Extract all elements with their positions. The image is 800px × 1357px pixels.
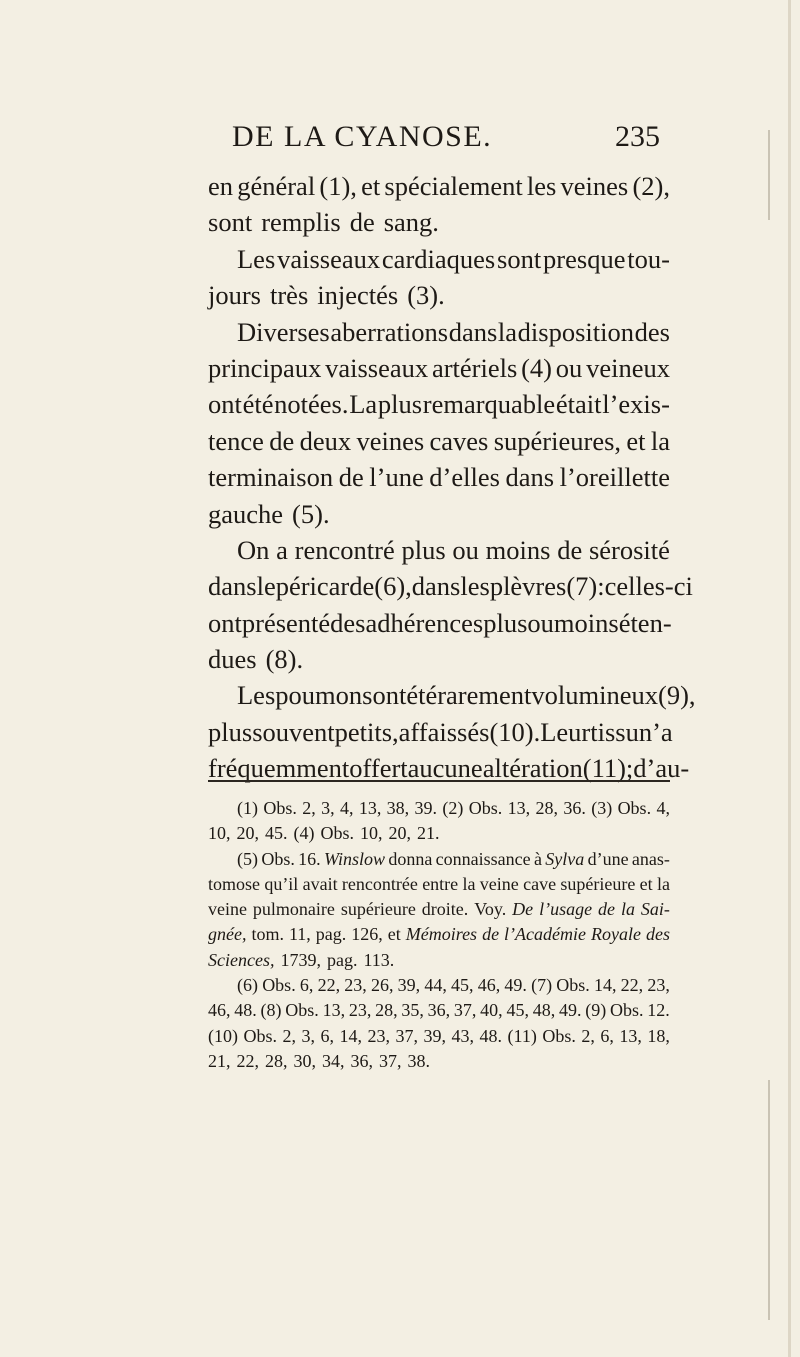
word: veines [356, 425, 425, 456]
footnote-separator [208, 780, 670, 782]
word: la [656, 873, 670, 894]
word: (8). [265, 644, 304, 675]
word: Mémoires [405, 924, 478, 945]
word: éten- [618, 607, 672, 638]
word: 36, [427, 1000, 451, 1021]
word: Voy. [474, 899, 507, 920]
word: gauche [208, 498, 284, 529]
word: tence [208, 425, 264, 456]
word: anas- [631, 848, 670, 869]
word: (8) [260, 1000, 282, 1021]
word: l’une [369, 462, 424, 493]
word: 28, [375, 1000, 398, 1021]
word: souvent [252, 716, 335, 747]
word: moins [553, 607, 619, 638]
word: rencontrée [341, 873, 418, 894]
word: 40, [480, 1000, 503, 1021]
margin-mark [768, 1080, 770, 1320]
word: (3). [407, 280, 445, 311]
word: 13, [507, 798, 531, 818]
word: 21, [208, 1050, 231, 1071]
word: 38. [407, 1050, 430, 1071]
word: 38, [386, 798, 410, 818]
word: Obs. [261, 848, 295, 869]
word: présenté [241, 607, 331, 638]
word: 20, [388, 823, 412, 844]
word: altération [482, 753, 583, 784]
word: ou [527, 607, 554, 638]
word: vaisseaux [277, 243, 381, 274]
word: (2) [442, 798, 464, 818]
word: sont [208, 207, 253, 238]
word: artériels [431, 352, 518, 383]
word: les [526, 171, 557, 201]
word: Obs. [320, 823, 355, 844]
word: 113. [363, 949, 395, 970]
word: supérieure [340, 899, 416, 920]
word: (7) [531, 975, 553, 996]
word: 11, [288, 924, 311, 945]
word: et [639, 873, 653, 894]
word: l’oreillette [559, 462, 670, 493]
text-line [208, 922, 670, 947]
word: 13, [322, 1000, 346, 1021]
word: de [557, 534, 583, 565]
word: 3, [301, 1025, 316, 1046]
word: (9), [658, 680, 696, 711]
word: (1), [319, 171, 357, 201]
word: tissu [590, 716, 639, 747]
word: à [533, 848, 542, 869]
page-header [232, 120, 660, 160]
word: (3) [591, 798, 613, 818]
word: été [242, 389, 274, 420]
word: affaissés [398, 716, 490, 747]
word: 22, [236, 1050, 259, 1071]
text-line [208, 386, 670, 422]
word: tom. [251, 924, 284, 945]
word: a [276, 534, 288, 565]
word: (1) [237, 798, 258, 818]
word: 45, [451, 975, 474, 996]
word: dues [208, 644, 257, 675]
text-line [208, 277, 670, 313]
word: 12. [647, 1000, 670, 1021]
word: 49. [504, 975, 527, 996]
word: Obs. [262, 975, 296, 996]
word: tomose [208, 873, 260, 894]
word: 23, [348, 1000, 372, 1021]
word: (10). [489, 716, 541, 747]
word: 39. [414, 798, 438, 818]
text-line [208, 204, 670, 240]
word: 49. [558, 1000, 582, 1021]
text-line [208, 496, 670, 532]
word: 21. [417, 823, 440, 844]
word: Obs. [285, 1000, 319, 1021]
word: supérieure [560, 873, 636, 894]
word: Obs. [617, 798, 652, 818]
word: des [634, 316, 670, 347]
text-line [208, 350, 670, 386]
word: 48, [532, 1000, 556, 1021]
word: 43, [451, 1025, 475, 1046]
word: de [269, 425, 295, 456]
word: 13, [619, 1025, 642, 1046]
word: aberrations [330, 316, 449, 347]
word: 39, [397, 975, 421, 996]
word: veine [208, 899, 247, 920]
word: ou [555, 352, 583, 383]
word: 22, [620, 975, 644, 996]
word: Royale [591, 924, 641, 945]
word: 28, [535, 798, 558, 818]
word: Obs. [542, 1025, 576, 1046]
word: moins [485, 534, 551, 565]
text-line [208, 423, 670, 459]
page-edge-shadow [788, 0, 791, 1357]
word: plus [483, 607, 528, 638]
word: de [598, 899, 616, 920]
word: 126, [351, 924, 383, 945]
word: entre [422, 873, 459, 894]
word: Obs. [243, 1025, 278, 1046]
word: général [237, 171, 316, 201]
running-title: DE LA CYANOSE. [232, 120, 493, 153]
word: celles-ci [604, 571, 693, 602]
word: On [237, 534, 270, 565]
word: 45. [265, 823, 288, 844]
word: qu’il [264, 873, 299, 894]
word: vaisseaux [325, 352, 429, 383]
word: jours [208, 280, 261, 311]
text-line [208, 532, 670, 568]
text-line [208, 641, 670, 677]
word: (9) [585, 1000, 607, 1021]
word: était [555, 389, 602, 420]
word: 23, [344, 975, 367, 996]
word: n’a [638, 716, 673, 747]
word: péricarde [275, 571, 375, 602]
word: (4) [521, 352, 552, 383]
text-line [208, 241, 670, 277]
word: supérieures, [493, 425, 622, 456]
word: plus [377, 389, 423, 420]
word: 30, [293, 1050, 316, 1071]
word: 45, [506, 1000, 529, 1021]
word: sont [497, 243, 542, 274]
word: cardiaques [381, 243, 496, 274]
word: veine [479, 873, 519, 894]
word: ou [452, 534, 479, 565]
word: (2), [632, 171, 670, 201]
word: Les [237, 243, 276, 274]
word: presque [543, 243, 626, 274]
word: l’Académie [504, 924, 587, 945]
word: poumons [275, 680, 373, 711]
word: 28, [265, 1050, 288, 1071]
word: 10, [208, 823, 231, 844]
word: ont [208, 389, 242, 420]
word: 14, [339, 1025, 363, 1046]
word: 4, [339, 798, 354, 818]
word: avait [302, 873, 338, 894]
word: Les [237, 680, 276, 711]
word: 23, [647, 975, 670, 996]
word: spécialement [384, 171, 523, 201]
word: plus [208, 716, 253, 747]
word: 44, [424, 975, 447, 996]
word: Sai- [640, 899, 670, 920]
word: ont [372, 680, 407, 711]
word: et [387, 924, 401, 945]
word: veines [560, 171, 629, 201]
word: 6, [320, 1025, 335, 1046]
word: Obs. [556, 975, 590, 996]
word: la [620, 899, 635, 920]
word: La [349, 389, 378, 420]
word: injectés [317, 280, 399, 311]
word: d’au- [633, 753, 690, 784]
word: principaux [208, 352, 322, 383]
word: dans [411, 571, 461, 602]
word: (5) [237, 848, 258, 869]
word: 16. [298, 848, 321, 869]
word: les [460, 571, 490, 602]
word: remarquable [422, 389, 556, 420]
word: 48. [234, 1000, 257, 1021]
text-line [208, 459, 670, 495]
word: la [462, 873, 476, 894]
text-line [208, 998, 670, 1023]
word: 18, [647, 1025, 670, 1046]
word: disposition [517, 316, 634, 347]
text-line [208, 605, 670, 641]
word: (6), [374, 571, 412, 602]
word: Leur [540, 716, 591, 747]
word: d’elles [429, 462, 500, 493]
word: et [361, 171, 381, 201]
word: 1739, [280, 949, 321, 970]
word: fréquemment [208, 753, 350, 784]
word: droite. [421, 899, 469, 920]
word: (5). [292, 498, 330, 529]
word: (4) [293, 823, 315, 844]
text-line [208, 677, 696, 713]
word: été [406, 680, 438, 711]
word: gnée, [208, 924, 247, 945]
word: adhérences [365, 607, 484, 638]
word: (7): [566, 571, 605, 602]
word: dans [448, 316, 498, 347]
text-line [208, 897, 670, 922]
word: 36, [350, 1050, 373, 1071]
word: caves [429, 425, 489, 456]
word: volumineux [531, 680, 658, 711]
word: De [512, 899, 534, 920]
word: 46, [477, 975, 501, 996]
footnotes [208, 796, 670, 1074]
text-line [208, 168, 670, 204]
word: plus [401, 534, 446, 565]
word: des [645, 924, 670, 945]
page-number: 235 [615, 120, 660, 153]
word: l’usage [539, 899, 593, 920]
word: de [482, 924, 500, 945]
word: de [338, 462, 364, 493]
word: plèvres [489, 571, 567, 602]
word: 48. [479, 1025, 503, 1046]
word: Sylva [545, 848, 585, 869]
word: 2, [302, 798, 316, 818]
word: (6) [237, 975, 258, 996]
word: des [330, 607, 366, 638]
word: 6, [299, 975, 314, 996]
word: 36. [563, 798, 586, 818]
word: la [650, 425, 670, 456]
text-line [208, 821, 670, 846]
word: 35, [401, 1000, 424, 1021]
word: 37, [395, 1025, 419, 1046]
word: 2, [282, 1025, 297, 1046]
word: 2, [581, 1025, 595, 1046]
word: 3, [321, 798, 335, 818]
word: 6, [600, 1025, 614, 1046]
word: 37, [379, 1050, 402, 1071]
text-line [208, 714, 673, 750]
word: ont [208, 607, 242, 638]
word: 26, [370, 975, 394, 996]
word: l’exis- [602, 389, 670, 420]
word: pag. [315, 924, 347, 945]
word: 34, [322, 1050, 345, 1071]
word: et [626, 425, 646, 456]
word: donna [388, 848, 433, 869]
word: de [349, 207, 375, 238]
word: en [208, 171, 234, 201]
word: Obs. [468, 798, 503, 818]
word: le [256, 571, 276, 602]
text-line [208, 847, 670, 872]
text-line [208, 1024, 670, 1049]
word: rencontré [294, 534, 395, 565]
word: offert [349, 753, 408, 784]
word: 20, [236, 823, 259, 844]
word: Winslow [324, 848, 386, 869]
word: 4, [656, 798, 670, 818]
word: (10) [208, 1025, 238, 1046]
text-line [208, 948, 670, 973]
word: pulmonaire [252, 899, 335, 920]
word: petits, [334, 716, 399, 747]
word: 37, [453, 1000, 477, 1021]
word: Obs. [610, 1000, 644, 1021]
word: 23, [367, 1025, 391, 1046]
word: 13, [358, 798, 382, 818]
word: 22, [317, 975, 341, 996]
word: (11); [582, 753, 634, 784]
word: Diverses [237, 316, 330, 347]
word: 39, [423, 1025, 447, 1046]
word: rarement [437, 680, 532, 711]
word: très [270, 280, 309, 311]
margin-mark [768, 130, 770, 220]
word: deux [299, 425, 352, 456]
text-line [208, 973, 670, 998]
word: dans [208, 571, 257, 602]
word: (11) [507, 1025, 537, 1046]
word: dans [505, 462, 555, 493]
word: 10, [360, 823, 383, 844]
word: Sciences, [208, 949, 275, 970]
word: d’une [587, 848, 629, 869]
text-line [208, 872, 670, 897]
text-line [208, 568, 693, 604]
word: sang. [383, 207, 439, 238]
word: aucune [407, 753, 483, 784]
word: remplis [261, 207, 341, 238]
word: sérosité [588, 534, 670, 565]
word: 46, [208, 1000, 231, 1021]
word: connaissance [435, 848, 531, 869]
word: cave [523, 873, 557, 894]
text-line [208, 314, 670, 350]
word: notées. [274, 389, 349, 420]
word: veineux [586, 352, 670, 383]
word: 14, [593, 975, 617, 996]
text-line [208, 796, 670, 821]
word: pag. [326, 949, 358, 970]
word: la [497, 316, 518, 347]
word: tou- [627, 243, 670, 274]
main-text [208, 168, 696, 787]
word: terminaison [208, 462, 334, 493]
word: Obs. [263, 798, 297, 818]
text-line [208, 1049, 670, 1074]
